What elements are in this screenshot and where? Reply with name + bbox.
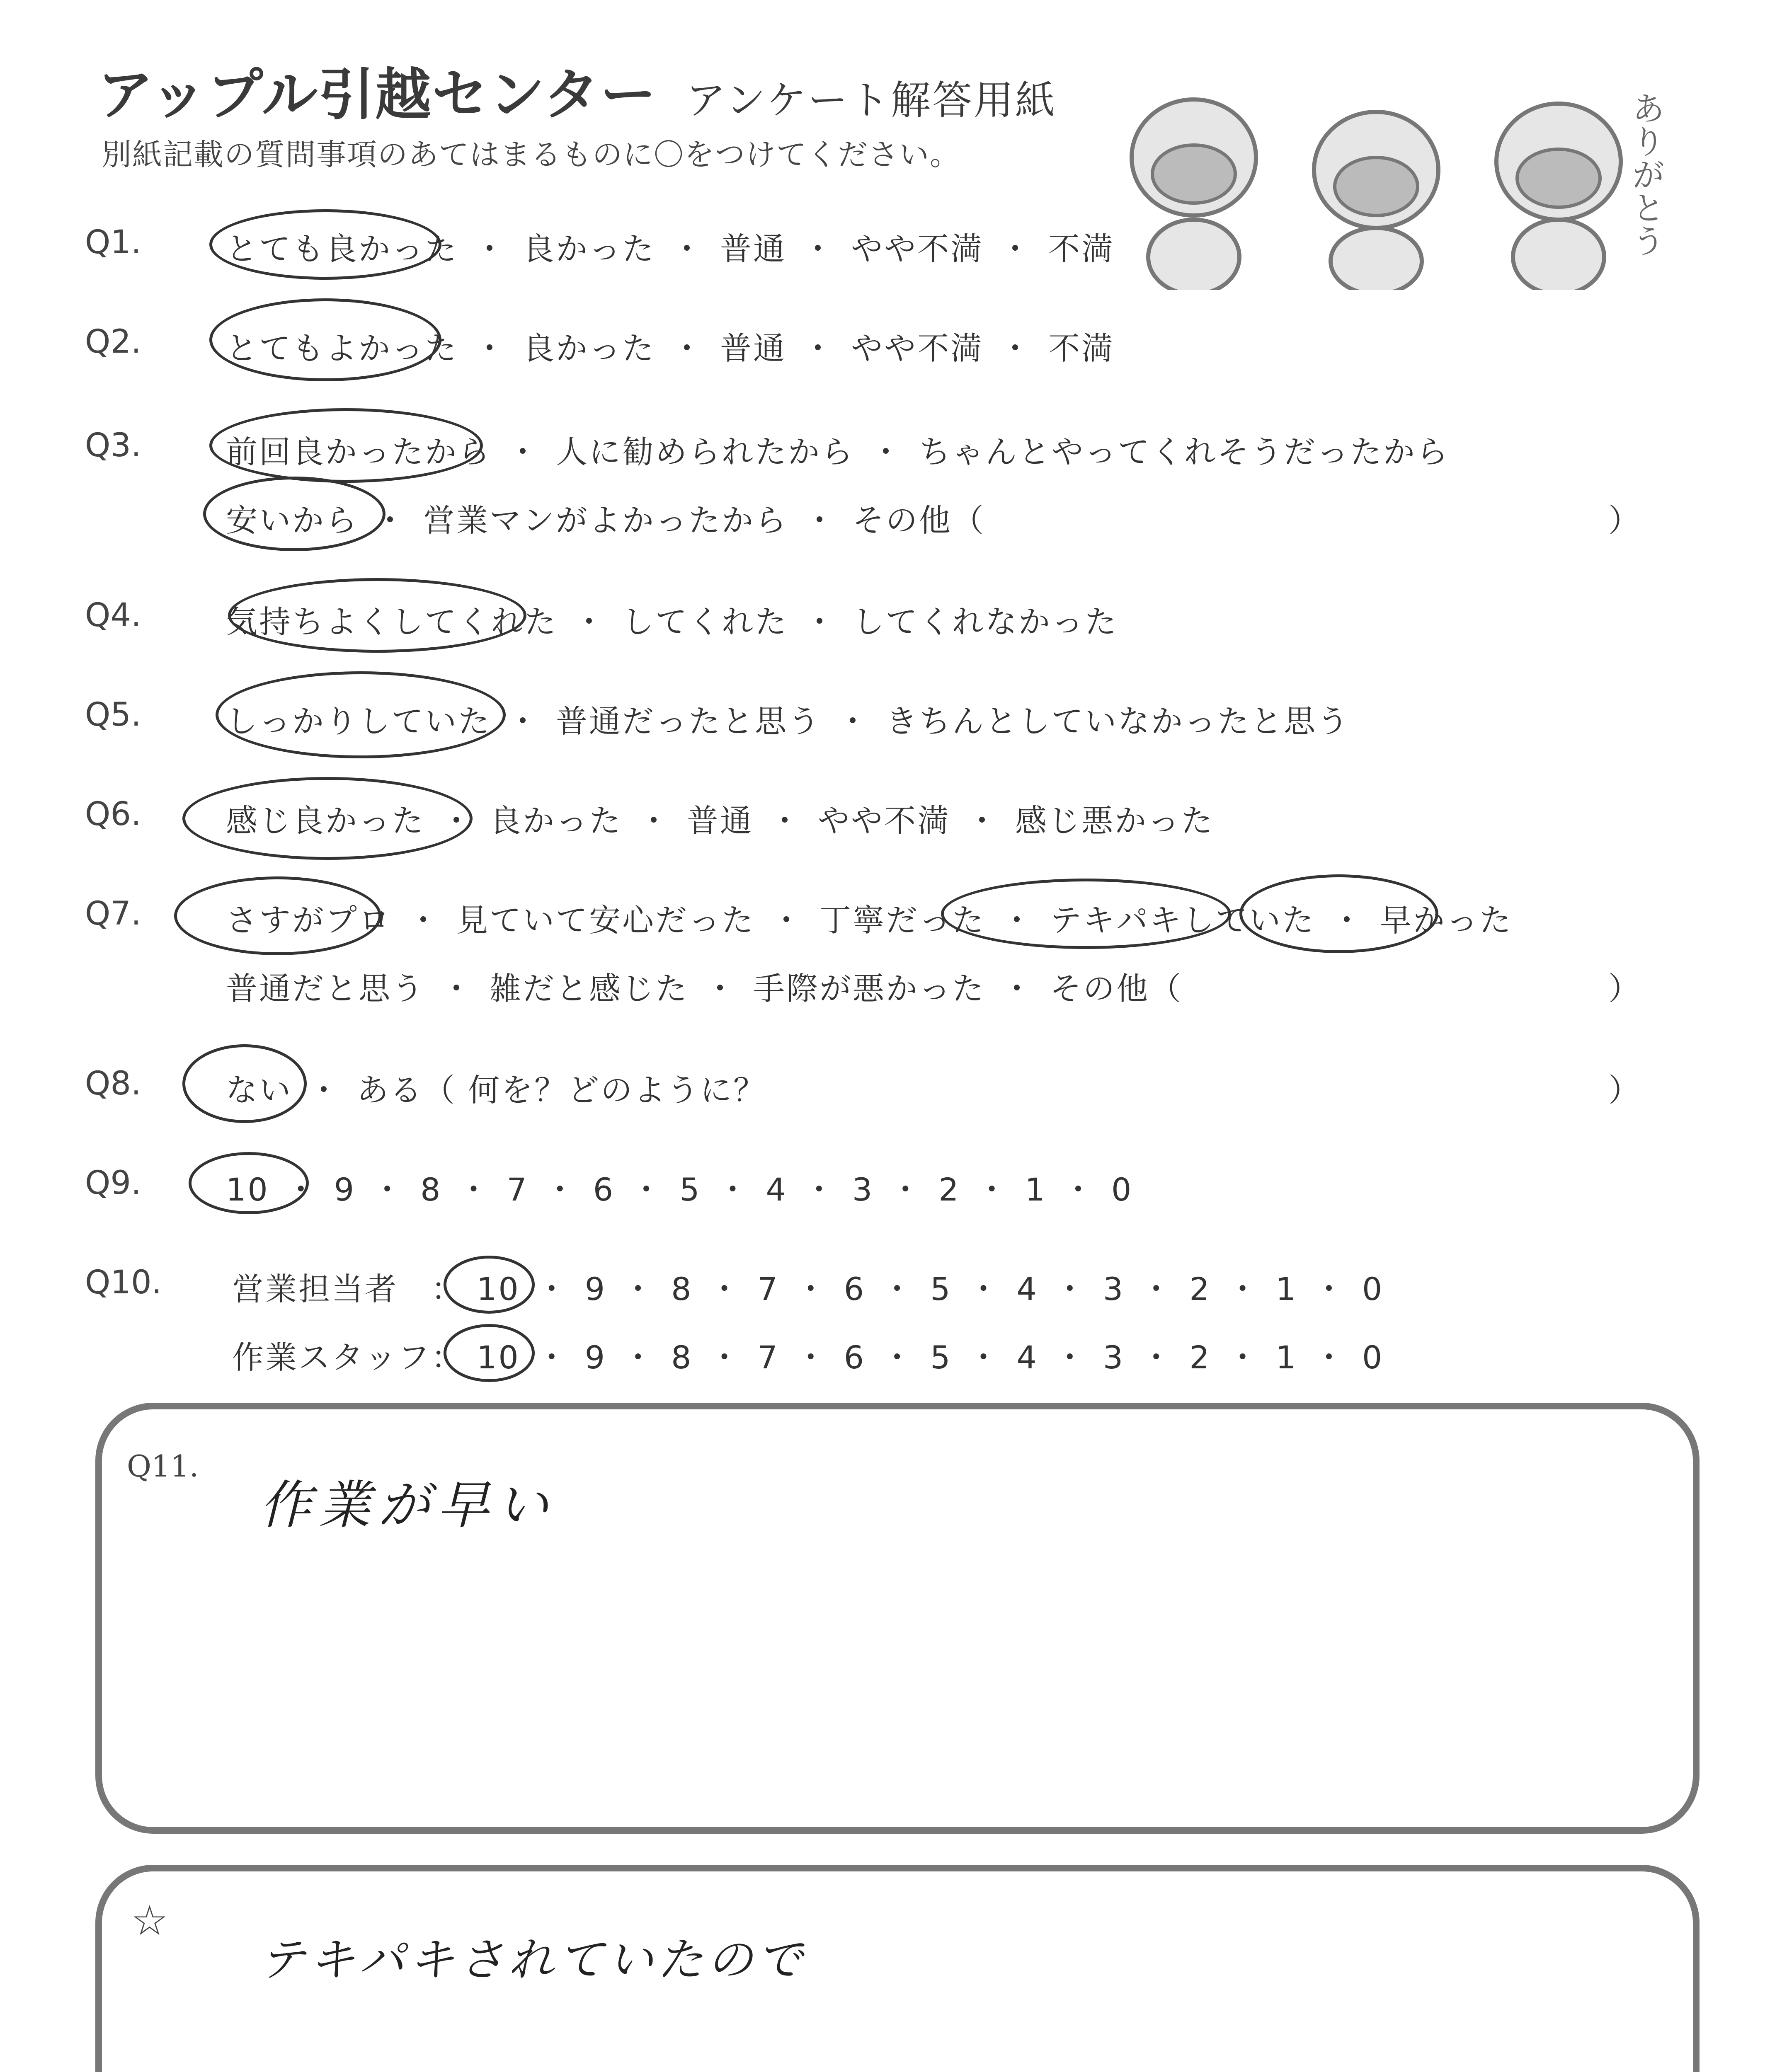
- q9-option-6[interactable]: 6: [593, 1171, 615, 1208]
- q3-option-1[interactable]: 前回良かったから: [226, 433, 491, 470]
- q10-sales-option-4[interactable]: 4: [1016, 1271, 1038, 1307]
- q5-options: しっかりしていた ・ 普通だったと思う ・ きちんとしていなかったと思う: [226, 696, 1350, 741]
- q2-selection-circle: [209, 298, 441, 381]
- q1-option-4[interactable]: やや不満: [851, 230, 984, 267]
- q5-number: Q5.: [85, 696, 141, 733]
- q9-option-5[interactable]: 5: [679, 1171, 701, 1208]
- mascot-thank-you-text: ありがとう: [1626, 91, 1665, 257]
- q1-option-2[interactable]: 良かった: [523, 230, 655, 267]
- q1-option-5[interactable]: 不満: [1048, 230, 1115, 267]
- q7-option-4[interactable]: テキパキしていた: [1050, 902, 1315, 939]
- q1-options: とても良かった ・ 良かった ・ 普通 ・ やや不満 ・ 不満: [226, 224, 1115, 269]
- q10-sales-option-9[interactable]: 9: [584, 1271, 607, 1307]
- q3-option-3[interactable]: ちゃんとやってくれそうだったから: [919, 433, 1450, 470]
- q6-option-4[interactable]: やや不満: [818, 802, 950, 839]
- form-subtitle: アンケート解答用紙: [686, 77, 1057, 123]
- q5-option-2[interactable]: 普通だったと思う: [556, 703, 821, 740]
- q7-selection-circle-1: [174, 876, 381, 955]
- q1-selection-circle: [209, 209, 441, 280]
- q3-close-paren: ）: [1608, 502, 1640, 539]
- q3-selection-circle-2: [203, 477, 385, 551]
- q4-selection-circle: [228, 578, 526, 653]
- q10-staff-option-10[interactable]: 10: [477, 1339, 520, 1376]
- q3-options-line1: 前回良かったから ・ 人に勧められたから ・ ちゃんとやってくれそうだったから: [226, 427, 1450, 472]
- q2-option-1[interactable]: とてもよかった: [226, 330, 458, 367]
- q10-sales-option-5[interactable]: 5: [930, 1271, 952, 1307]
- q8-number: Q8.: [85, 1065, 141, 1102]
- q3-option-4[interactable]: 安いから: [226, 502, 359, 539]
- q10-sales-option-1[interactable]: 1: [1275, 1271, 1297, 1307]
- q6-number: Q6.: [85, 796, 141, 833]
- q10-staff-option-6[interactable]: 6: [844, 1339, 866, 1376]
- q10-staff-label: 作業スタッフ: [232, 1339, 431, 1376]
- q6-option-1[interactable]: 感じ良かった: [226, 802, 425, 839]
- q7-number: Q7.: [85, 895, 141, 932]
- q10-sales-option-6[interactable]: 6: [844, 1271, 866, 1307]
- q9-option-2[interactable]: 2: [938, 1171, 960, 1208]
- q10-sales-row: 営業担当者 ： 10 ・ 9 ・ 8 ・ 7 ・ 6 ・ 5 ・ 4 ・ 3 ・ 2 ・ 1 ・ 0: [232, 1264, 1384, 1309]
- q10-sales-option-2[interactable]: 2: [1189, 1271, 1211, 1307]
- q10-sales-option-7[interactable]: 7: [757, 1271, 779, 1307]
- survey-title: [97, 50, 1057, 130]
- q9-selection-circle: [189, 1152, 309, 1214]
- q9-option-9[interactable]: 9: [334, 1171, 356, 1208]
- q7-close-paren: ）: [1608, 970, 1640, 1007]
- q10-staff-selection-circle: [444, 1324, 535, 1382]
- comment-answer-box[interactable]: [95, 1865, 1700, 2072]
- q7-option-8[interactable]: 手際が悪かった: [753, 970, 985, 1007]
- q10-sales-selection-circle: [444, 1256, 535, 1314]
- q3-option-other[interactable]: その他（: [853, 502, 985, 539]
- q10-sales-option-0[interactable]: 0: [1362, 1271, 1384, 1307]
- q3-option-2[interactable]: 人に勧められたから: [556, 433, 854, 470]
- q3-option-5[interactable]: 営業マンがよかったから: [423, 502, 788, 539]
- q7-selection-circle-2: [941, 879, 1231, 949]
- q4-option-3[interactable]: してくれなかった: [853, 603, 1118, 640]
- q7-option-1[interactable]: さすがプロ: [226, 902, 392, 939]
- q5-option-1[interactable]: しっかりしていた: [226, 703, 491, 740]
- q6-option-2[interactable]: 良かった: [490, 802, 622, 839]
- q3-selection-circle-1: [209, 408, 483, 483]
- q7-options-line1: さすがプロ ・ 見ていて安心だった ・ 丁寧だった ・ テキパキしていた ・ 早かった: [226, 895, 1513, 940]
- q8-option-yes[interactable]: ある（ 何を？どのように？: [357, 1072, 767, 1109]
- q11-label: Q11.: [127, 1449, 199, 1484]
- q10-number: Q10.: [85, 1264, 162, 1301]
- q7-option-6[interactable]: 普通だと思う: [226, 970, 425, 1007]
- q10-staff-row: 作業スタッフ： 10 ・ 9 ・ 8 ・ 7 ・ 6 ・ 5 ・ 4 ・ 3 ・ 2 ・ 1 ・ 0: [232, 1332, 1384, 1377]
- q11-handwritten-answer: 作業が早い: [259, 1475, 556, 1535]
- q6-option-3[interactable]: 普通: [687, 802, 753, 839]
- instruction-text: 別紙記載の質問事項のあてはまるものに〇をつけてください。: [102, 137, 961, 172]
- q10-sales-option-10[interactable]: 10: [477, 1271, 520, 1307]
- q8-selection-circle: [182, 1044, 307, 1123]
- q10-staff-option-3[interactable]: 3: [1103, 1339, 1125, 1376]
- q9-option-3[interactable]: 3: [852, 1171, 874, 1208]
- q10-sales-option-3[interactable]: 3: [1103, 1271, 1125, 1307]
- q5-option-3[interactable]: きちんとしていなかったと思う: [886, 703, 1350, 740]
- q7-option-7[interactable]: 雑だと感じた: [490, 970, 689, 1007]
- q8-option-no[interactable]: ない: [226, 1072, 292, 1109]
- q8-close-paren: ）: [1608, 1072, 1640, 1109]
- q3-number: Q3.: [85, 427, 141, 464]
- q9-option-1[interactable]: 1: [1025, 1171, 1047, 1208]
- q2-option-5[interactable]: 不満: [1048, 330, 1115, 367]
- q10-staff-option-8[interactable]: 8: [671, 1339, 693, 1376]
- q1-number: Q1.: [85, 224, 141, 261]
- q9-option-0[interactable]: 0: [1111, 1171, 1133, 1208]
- q4-number: Q4.: [85, 597, 141, 634]
- q5-selection-circle: [216, 671, 506, 758]
- q2-option-4[interactable]: やや不満: [851, 330, 984, 367]
- q10-staff-option-4[interactable]: 4: [1016, 1339, 1038, 1376]
- q8-options: ない ・ ある（ 何を？どのように？: [226, 1065, 766, 1110]
- q10-sales-label: 営業担当者: [232, 1271, 398, 1307]
- q4-option-1[interactable]: 気持ちよくしてくれた: [226, 603, 558, 640]
- q7-option-5[interactable]: 早かった: [1380, 902, 1513, 939]
- q1-option-3[interactable]: 普通: [720, 230, 786, 267]
- q2-option-2[interactable]: 良かった: [523, 330, 655, 367]
- q7-options-line2: 普通だと思う ・ 雑だと感じた ・ 手際が悪かった ・ その他（: [226, 963, 1183, 1009]
- company-name: アップル引越センター: [97, 62, 657, 127]
- q4-options: 気持ちよくしてくれた ・ してくれた ・ してくれなかった: [226, 597, 1118, 642]
- q10-staff-option-7[interactable]: 7: [757, 1339, 779, 1376]
- q6-options: 感じ良かった ・ 良かった ・ 普通 ・ やや不満 ・ 感じ悪かった: [226, 796, 1214, 841]
- q9-option-10[interactable]: 10: [226, 1171, 269, 1208]
- q10-staff-option-9[interactable]: 9: [584, 1339, 607, 1376]
- q10-staff-option-1[interactable]: 1: [1275, 1339, 1297, 1376]
- q2-options: とてもよかった ・ 良かった ・ 普通 ・ やや不満 ・ 不満: [226, 323, 1115, 368]
- q9-number: Q9.: [85, 1164, 141, 1202]
- q9-option-7[interactable]: 7: [507, 1171, 529, 1208]
- q7-option-3[interactable]: 丁寧だった: [819, 902, 985, 939]
- q10-staff-option-0[interactable]: 0: [1362, 1339, 1384, 1376]
- q10-sales-option-8[interactable]: 8: [671, 1271, 693, 1307]
- q6-selection-circle: [182, 777, 473, 860]
- q3-options-line2: 安いから ・ 営業マンがよかったから ・ その他（: [226, 495, 985, 540]
- q4-option-2[interactable]: してくれた: [622, 603, 788, 640]
- q7-option-other[interactable]: その他（: [1050, 970, 1183, 1007]
- q10-staff-option-2[interactable]: 2: [1189, 1339, 1211, 1376]
- q2-option-3[interactable]: 普通: [720, 330, 786, 367]
- q6-option-5[interactable]: 感じ悪かった: [1015, 802, 1214, 839]
- mascot-monkeys-illustration: [1111, 58, 1691, 290]
- q10-staff-option-5[interactable]: 5: [930, 1339, 952, 1376]
- q9-options: 10 ・ 9 ・ 8 ・ 7 ・ 6 ・ 5 ・ 4 ・ 3 ・ 2 ・ 1 ・ 0: [226, 1171, 1133, 1208]
- q2-number: Q2.: [85, 323, 141, 361]
- q9-option-8[interactable]: 8: [420, 1171, 442, 1208]
- q9-option-4[interactable]: 4: [766, 1171, 788, 1208]
- comment-handwritten-answer: テキパキされていたので: [259, 1933, 807, 1986]
- q11-answer-box[interactable]: [95, 1403, 1700, 1834]
- q7-selection-circle-3: [1239, 874, 1438, 953]
- q7-option-2[interactable]: 見ていて安心だった: [456, 902, 755, 939]
- star-icon: ☆: [131, 1896, 168, 1945]
- q1-option-1[interactable]: とても良かった: [226, 230, 458, 267]
